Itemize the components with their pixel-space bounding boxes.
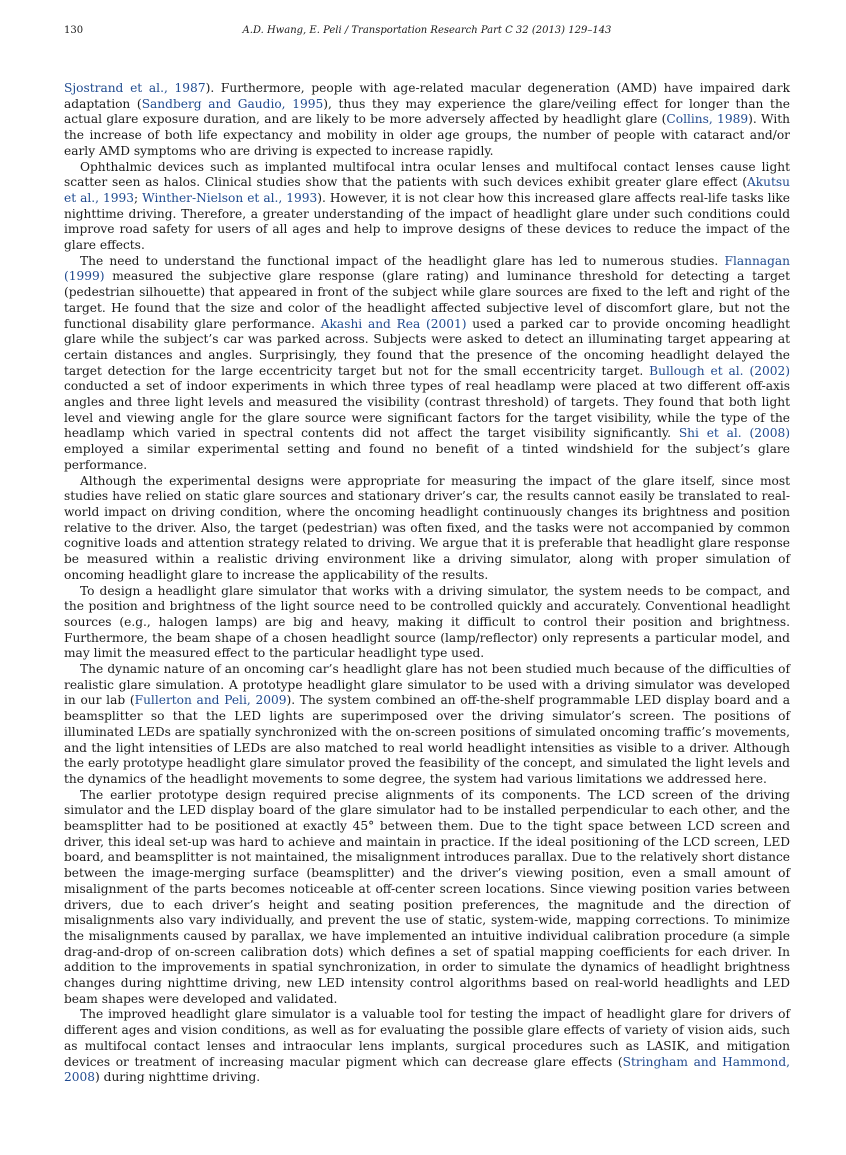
text-run: ). The system combined an off-the-shelf programmable LED display board and a beamsplitter so that the LED lights are superimposed over the driving simulator’s screen. The positions of illuminated LEDs are spatially synchronized with the on-screen positions of simulated oncoming traffic’s movements, and the light intensities of LEDs are also matched to real world headlight intensities as visible to a driver. Although the early prototype headlight glare simulator proved the feasibility of the concept, and simulated the light levels and the dynamics of the headlight movements to some degree, the system had various limitations we addressed here.: [64, 693, 790, 786]
paragraph: [64, 160, 790, 254]
citation-link[interactable]: Bullough et al. (2002): [649, 363, 790, 378]
paragraph: [64, 788, 790, 1008]
text-run: ), thus they may experience the glare/veiling effect for longer than the actual glare exposure duration, and are likely to be more adversely affected by headlight glare (: [64, 96, 791, 127]
text-run: The improved headlight glare simulator is a valuable tool for testing the impact of headlight glare for drivers of different ages and vision conditions, as well as for evaluating the possible glare effects of variety of vision aids, such as multifocal contact lenses and intraocular lens implants, surgical procedures such as LASIK, and mitigation devices or treatment of increasing macular pigment which can decrease glare effects (: [64, 1007, 790, 1069]
citation-link[interactable]: Sjostrand et al., 1987: [64, 81, 206, 95]
paragraph: [64, 254, 790, 474]
text-run: The need to understand the functional impact of the headlight glare has led to numerous studies.: [80, 253, 725, 268]
page-number: 130: [64, 25, 84, 36]
citation-link[interactable]: Flannagan (1999): [64, 253, 790, 284]
text-run: employed a similar experimental setting and found no benefit of a tinted windshield for the subject’s glare performance.: [64, 442, 790, 472]
paragraph: [64, 81, 790, 160]
text-run: ). With the increase of both life expectancy and mobility in older age groups, the number of people with cataract and/or early AMD symptoms who are driving is expected to increase rapidly.: [64, 112, 790, 158]
text-run: Although the experimental designs were appropriate for measuring the impact of the glare itself, since most studies have relied on static glare sources and stationary driver’s car, the results cannot easily be translated to real-world impact on driving condition, where the oncoming headlight continuously changes its brightness and position relative to the driver. Also, the target (pedestrian) was often fixed, and the tasks were not accompanied by common cognitive loads and attention strategy related to driving. We argue that it is preferable that headlight glare response be measured within a realistic driving environment like a driving simulator, along with proper simulation of oncoming headlight glare to increase the applicability of the results.: [64, 473, 790, 582]
text-run: used a parked car to provide oncoming headlight glare while the subject’s car was parked across. Subjects were asked to detect an illuminating target appearing at certain distances and angles. Surprisingly, they found that the presence of the oncoming headlight delayed the target detection for the large eccentricity target but not for the small eccentricity target.: [64, 316, 790, 378]
text-run: The dynamic nature of an oncoming car’s headlight glare has not been studied much because of the difficulties of realistic glare simulation. A prototype headlight glare simulator to be used with a driving simulator was developed in our lab (: [64, 662, 790, 708]
text-run: To design a headlight glare simulator that works with a driving simulator, the system needs to be compact, and the position and brightness of the light source need to be controlled quickly and accurately. Conventional headlight sources (e.g., halogen lamps) are big and heavy, making it difficult to control their position and brightness. Furthermore, the beam shape of a chosen headlight source (lamp/reflector) only represents a particular model, and may limit the measured effect to the particular headlight type used.: [64, 583, 790, 661]
text-run: measured the subjective glare response (glare rating) and luminance threshold for detecting a target (pedestrian silhouette) that appeared in front of the subject while glare sources are fixed to the left and right of the target. He found that the size and color of the headlight affected subjective level of discomfort glare, but not the functional disability glare performance.: [64, 269, 790, 331]
citation-link[interactable]: Stringham and Hammond, 2008: [64, 1054, 790, 1085]
paragraph: [64, 584, 790, 663]
citation-link[interactable]: Winther-Nielson et al., 1993: [142, 190, 318, 205]
text-run: conducted a set of indoor experiments in which three types of real headlamp were placed at two different off-axis angles and three light levels and measured the visibility (contrast threshold) of targets. They found that both light level and viewing angle for the glare source were significant factors for the target visibility, while the type of the headlamp which varied in spectral contents did not affect the target visibility significantly.: [64, 379, 790, 441]
paragraph: [64, 1007, 790, 1086]
citation-link[interactable]: Fullerton and Peli, 2009: [134, 693, 287, 708]
citation-link[interactable]: Sandberg and Gaudio, 1995: [141, 96, 324, 111]
citation-link[interactable]: Collins, 1989: [666, 112, 749, 127]
text-run: ). Furthermore, people with age-related macular degeneration (AMD) have impaired dark adaptation (: [64, 81, 790, 111]
text-run: ). However, it is not clear how this increased glare affects real-life tasks like nighttime driving. Therefore, a greater understanding of the impact of headlight glare under such conditions could improve road safety for users of all ages and help to improve designs of these devices to reduce the impact of the glare effects.: [64, 190, 790, 253]
citation-link[interactable]: Akashi and Rea (2001): [320, 316, 467, 331]
paragraph: [64, 662, 790, 788]
text-run: Ophthalmic devices such as implanted multifocal intra ocular lenses and multifocal contact lenses cause light scatter seen as halos. Clinical studies show that the patients with such devices exhibit greater glare effect (: [64, 159, 790, 190]
citation-link[interactable]: Shi et al. (2008): [678, 426, 790, 441]
citation-link[interactable]: Akutsu et al., 1993: [64, 175, 790, 205]
article-body: [64, 81, 790, 1086]
running-title: A.D. Hwang, E. Peli / Transportation Research Part C 32 (2013) 129–143: [242, 25, 612, 36]
text-run: ) during nighttime driving.: [95, 1070, 261, 1085]
text-run: ;: [134, 190, 143, 205]
text-run: The earlier prototype design required precise alignments of its components. The LCD screen of the driving simulator and the LED display board of the glare simulator had to be installed perpendicular to each other, and the beamsplitter had to be positioned at exactly 45° between them. Due to the tight space between LCD screen and driver, this ideal set-up was hard to achieve and maintain in practice. If the ideal positioning of the LCD screen, LED board, and beamsplitter is not maintained, the misalignment introduces parallax. Due to the relatively short distance between the image-merging surface (beamsplitter) and the driver’s viewing position, even a small amount of misalignment of the parts becomes noticeable at off-center screen locations. Since viewing position varies between drivers, due to each driver’s height and seating position preferences, the magnitude and the direction of misalignments also vary individually, and prevent the use of static, system-wide, mapping corrections. To minimize the misalignments caused by parallax, we have implemented an intuitive individual calibration procedure (a simple drag-and-drop of on-screen calibration dots) which defines a set of spatial mapping coefficients for each driver. In addition to the improvements in spatial synchronization, in order to simulate the dynamics of headlight brightness changes during nighttime driving, new LED intensity control algorithms based on real-world headlights and LED beam shapes were developed and validated.: [64, 787, 790, 1006]
page-header: [64, 23, 790, 39]
paragraph: [64, 474, 790, 584]
